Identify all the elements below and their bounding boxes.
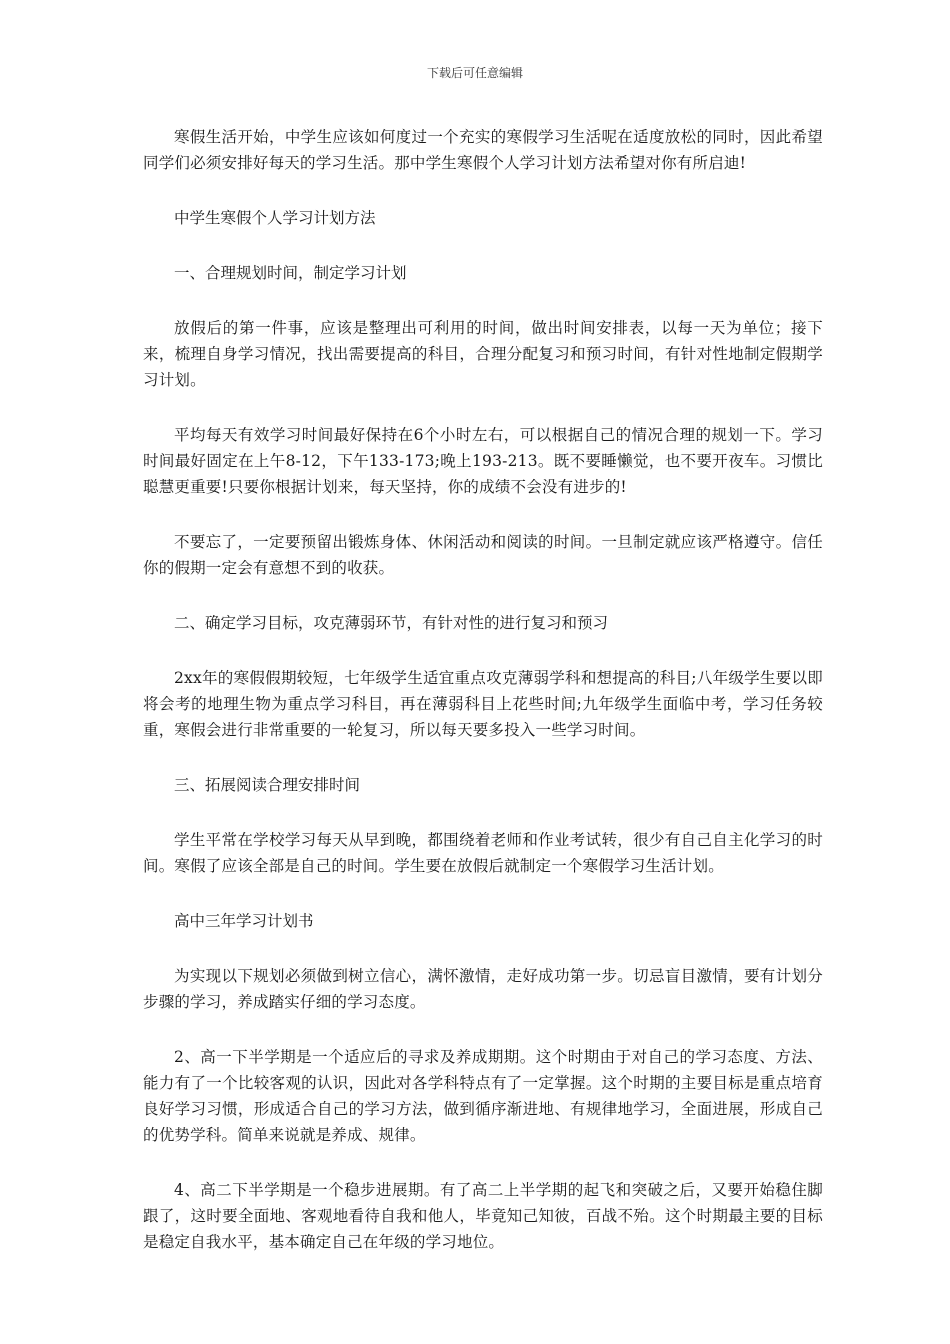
section-heading: 三、拓展阅读合理安排时间 xyxy=(174,776,361,794)
paragraph: 为实现以下规划必须做到树立信心，满怀激情，走好成功第一步。切忌盲目激情，要有计划分步骤的学习，养成踏实仔细的学习态度。 xyxy=(143,967,823,1011)
paragraph: 寒假生活开始，中学生应该如何度过一个充实的寒假学习生活呢在适度放松的同时，因此希望同学们必须安排好每天的学习生活。那中学生寒假个人学习计划方法希望对你有所启迪! xyxy=(143,128,823,172)
paragraph: 2xx年的寒假假期较短，七年级学生适宜重点攻克薄弱学科和想提高的科目;八年级学生要以即将会考的地理生物为重点学习科目，再在薄弱科目上花些时间;九年级学生面临中考，学习任务较重，寒假会进行非常重要的一轮复习，所以每天要多投入一些学习时间。 xyxy=(143,669,823,739)
section-heading: 中学生寒假个人学习计划方法 xyxy=(174,209,376,227)
paragraph: 放假后的第一件事，应该是整理出可利用的时间，做出时间安排表，以每一天为单位；接下来，梳理自身学习情况，找出需要提高的科目，合理分配复习和预习时间，有针对性地制定假期学习计划。 xyxy=(143,319,823,389)
section-heading: 二、确定学习目标，攻克薄弱环节，有针对性的进行复习和预习 xyxy=(174,614,609,632)
paragraph: 学生平常在学校学习每天从早到晚，都围绕着老师和作业考试转，很少有自己自主化学习的时间。寒假了应该全部是自己的时间。学生要在放假后就制定一个寒假学习生活计划。 xyxy=(143,831,823,875)
paragraph: 不要忘了，一定要预留出锻炼身体、休闲活动和阅读的时间。一旦制定就应该严格遵守。信任你的假期一定会有意想不到的收获。 xyxy=(143,533,823,577)
paragraph: 平均每天有效学习时间最好保持在6个小时左右，可以根据自己的情况合理的规划一下。学习时间最好固定在上午8-12，下午133-173;晚上193-213。既不要睡懒觉，也不要开夜车。习惯比聪慧更重要!只要你根据计划来，每天坚持，你的成绩不会没有进步的! xyxy=(143,426,823,496)
section-heading: 一、合理规划时间，制定学习计划 xyxy=(174,264,407,282)
page-header: 下载后可任意编辑 xyxy=(426,66,523,80)
section-heading: 高中三年学习计划书 xyxy=(174,912,314,930)
paragraph: 4、高二下半学期是一个稳步进展期。有了高二上半学期的起飞和突破之后，又要开始稳住脚跟了，这时要全面地、客观地看待自我和他人，毕竟知己知彼，百战不殆。这个时期最主要的目标是稳定自我水平，基本确定自己在年级的学习地位。 xyxy=(143,1181,823,1251)
paragraph: 2、高一下半学期是一个适应后的寻求及养成期期。这个时期由于对自己的学习态度、方法、能力有了一个比较客观的认识，因此对各学科特点有了一定掌握。这个时期的主要目标是重点培育良好学习习惯，形成适合自己的学习方法，做到循序渐进地、有规律地学习，全面进展，形成自己的优势学科。简单来说就是养成、规律。 xyxy=(143,1048,823,1144)
document-body xyxy=(143,124,823,1284)
